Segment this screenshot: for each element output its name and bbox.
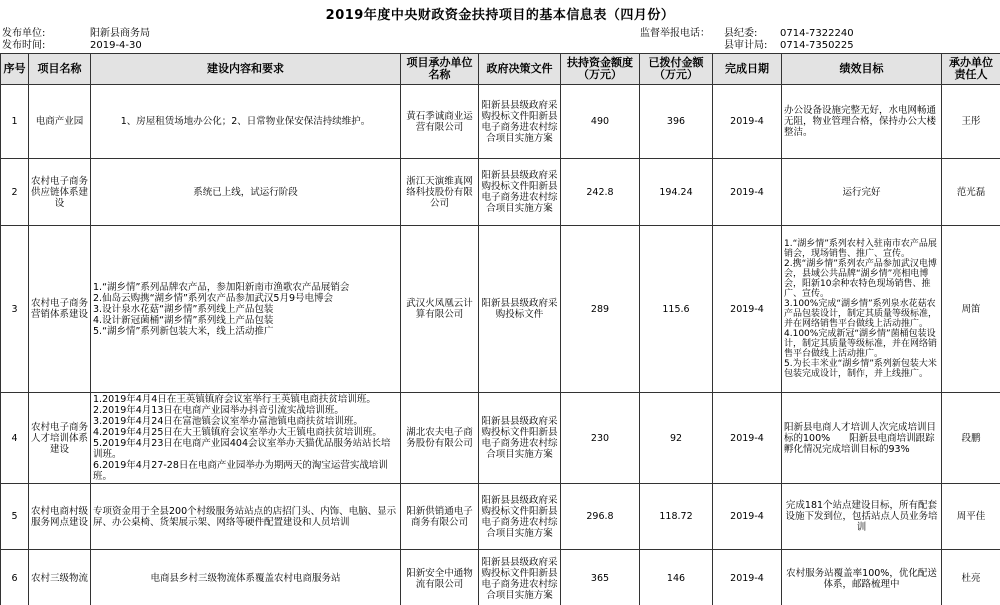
row-no: 6 — [1, 550, 29, 605]
row-paid: 396 — [640, 85, 713, 159]
publish-time-value: 2019-4-30 — [90, 40, 142, 51]
row-date: 2019-4 — [713, 484, 782, 550]
row-content: 电商县乡村三级物流体系覆盖农村电商服务站 — [91, 550, 401, 605]
row-content: 系统已上线，试运行阶段 — [91, 159, 401, 226]
row-person: 杜亮 — [942, 550, 1000, 605]
row-goal: 1.“湖乡情”系列农村入驻南市农产品展销会，现场销售、推广、宣传。 2.携“湖乡情”系列农产品参加武汉电博会，县域公共品牌“湖乡情”亮相电博会，阳新10余种农特色现场销售、推广、宣传。 3.100%完成“湖乡情”系列泉水花菇农产品包装设计，制定其质量等级标准，并在网络销售平台做线上活动推广。 4.100%完成新冠“湖乡情”菌桶包装设计，制定其质量等级标准，并在网络销售平台做线上活动推广。 5.为长丰米业“湖乡情”系列新包装大米包装完成设计，制作，并上线推广。 — [782, 226, 942, 393]
table-row — [1, 85, 1000, 159]
row-date: 2019-4 — [713, 226, 782, 393]
publisher-label: 发布单位: — [2, 28, 46, 39]
row-org: 阳新供销通电子商务有限公司 — [401, 484, 479, 550]
row-fund: 242.8 — [561, 159, 640, 226]
row-fund: 296.8 — [561, 484, 640, 550]
row-content: 1.“湖乡情”系列品牌农产品，参加阳新南市渔歌农产品展销会 2.仙岛云购携“湖乡情”系列农产品参加武汉5月9号电博会 3.设计泉水花菇“湖乡情”系列线上产品包装 4.设计新冠菌桶“湖乡情”系列线上产品包装 5.“湖乡情”系列新包装大米，线上活动推广 — [91, 226, 401, 393]
discipline-phone: 0714-7322240 — [780, 28, 854, 39]
row-date: 2019-4 — [713, 159, 782, 226]
row-content: 1.2019年4月4日在王英镇镇府会议室举行王英镇电商扶贫培训班。 2.2019年4月13日在电商产业园举办抖音引流实战培训班。 3.2019年4月24日在富池镇会议室举办富池镇电商扶贫培训班。 4.2019年4月25日在大王镇镇府会议室举办大王镇电商扶贫培训班。 5.2019年4月23日在电商产业园404会议室举办天猫优品服务站站长培训班。 6.2019年4月27-28日在电商产业园举办为期两天的淘宝运营实战培训班。 — [91, 393, 401, 484]
row-goal: 完成181个站点建设目标，所有配套设施下发到位，包括站点人员业务培训 — [782, 484, 942, 550]
row-org: 浙江天演维真网络科技股份有限公司 — [401, 159, 479, 226]
row-goal: 阳新县电商人才培训人次完成培训目标的100% 阳新县电商培训跟踪孵化情况完成培训目标的93% — [782, 393, 942, 484]
row-fund: 230 — [561, 393, 640, 484]
row-date: 2019-4 — [713, 550, 782, 605]
header-goal: 绩效目标 — [782, 54, 942, 85]
publish-time-label: 发布时间: — [2, 40, 46, 51]
report-phone-label: 监督举报电话： — [640, 28, 710, 39]
row-goal: 运行完好 — [782, 159, 942, 226]
row-no: 2 — [1, 159, 29, 226]
row-project-name: 农村三级物流 — [29, 550, 91, 605]
row-doc: 阳新县县级政府采购投标文件阳新县电子商务进农村综合项目实施方案 — [479, 393, 561, 484]
row-date: 2019-4 — [713, 85, 782, 159]
header-person: 承办单位责任人 — [942, 54, 1000, 85]
audit-phone: 0714-7350225 — [780, 40, 854, 51]
row-date: 2019-4 — [713, 393, 782, 484]
row-doc: 阳新县县级政府采购投标文件阳新县电子商务进农村综合项目实施方案 — [479, 550, 561, 605]
discipline-label: 县纪委: — [724, 28, 758, 39]
row-doc: 阳新县县级政府采购投标文件阳新县电子商务进农村综合项目实施方案 — [479, 484, 561, 550]
row-doc: 阳新县县级政府采购投标文件 — [479, 226, 561, 393]
header-date: 完成日期 — [713, 54, 782, 85]
project-info-table — [0, 53, 1000, 605]
table-row — [1, 393, 1000, 484]
row-person: 王彤 — [942, 85, 1000, 159]
header-paid: 已拨付金额（万元） — [640, 54, 713, 85]
row-fund: 490 — [561, 85, 640, 159]
row-org: 武汉火凤凰云计算有限公司 — [401, 226, 479, 393]
audit-label: 县审计局: — [724, 40, 768, 51]
row-no: 5 — [1, 484, 29, 550]
row-paid: 146 — [640, 550, 713, 605]
row-goal: 农村服务站覆盖率100%，优化配送体系，邮路梳理中 — [782, 550, 942, 605]
row-paid: 92 — [640, 393, 713, 484]
row-fund: 365 — [561, 550, 640, 605]
row-doc: 阳新县县级政府采购投标文件阳新县电子商务进农村综合项目实施方案 — [479, 159, 561, 226]
table-header-row — [1, 54, 1000, 85]
header-no: 序号 — [1, 54, 29, 85]
row-project-name: 电商产业园 — [29, 85, 91, 159]
table-row — [1, 226, 1000, 393]
row-doc: 阳新县县级政府采购投标文件阳新县电子商务进农村综合项目实施方案 — [479, 85, 561, 159]
row-person: 周平佳 — [942, 484, 1000, 550]
row-paid: 118.72 — [640, 484, 713, 550]
header-project-name: 项目名称 — [29, 54, 91, 85]
row-goal: 办公设备设施完整无好，水电网畅通无阻，物业管理合格，保持办公大楼整洁。 — [782, 85, 942, 159]
header-doc: 政府决策文件 — [479, 54, 561, 85]
row-project-name: 农村电子商务供应链体系建设 — [29, 159, 91, 226]
row-paid: 115.6 — [640, 226, 713, 393]
row-project-name: 农村电商村级服务网点建设 — [29, 484, 91, 550]
row-fund: 289 — [561, 226, 640, 393]
row-person: 段鹏 — [942, 393, 1000, 484]
table-row — [1, 550, 1000, 605]
header-content: 建设内容和要求 — [91, 54, 401, 85]
row-org: 阳新安全中通物流有限公司 — [401, 550, 479, 605]
row-no: 1 — [1, 85, 29, 159]
row-project-name: 农村电子商务人才培训体系建设 — [29, 393, 91, 484]
row-content: 专项资金用于全县200个村级服务站站点的店招门头、内饰、电脑、显示屏、办公桌椅、货架展示架、网络等硬件配置建设和人员培训 — [91, 484, 401, 550]
page-title: 2019年度中央财政资金扶持项目的基本信息表（四月份） — [325, 8, 675, 23]
header-fund: 扶持资金额度（万元） — [561, 54, 640, 85]
row-no: 3 — [1, 226, 29, 393]
row-no: 4 — [1, 393, 29, 484]
table-row — [1, 484, 1000, 550]
publisher-value: 阳新县商务局 — [90, 28, 150, 39]
row-person: 周笛 — [942, 226, 1000, 393]
row-project-name: 农村电子商务营销体系建设 — [29, 226, 91, 393]
row-org: 黄石季诚商业运营有限公司 — [401, 85, 479, 159]
header-org: 项目承办单位名称 — [401, 54, 479, 85]
row-content: 1、房屋租赁场地办公化；2、日常物业保安保洁持续维护。 — [91, 85, 401, 159]
table-row — [1, 159, 1000, 226]
row-person: 范光磊 — [942, 159, 1000, 226]
row-paid: 194.24 — [640, 159, 713, 226]
row-org: 湖北农夫电子商务股份有限公司 — [401, 393, 479, 484]
